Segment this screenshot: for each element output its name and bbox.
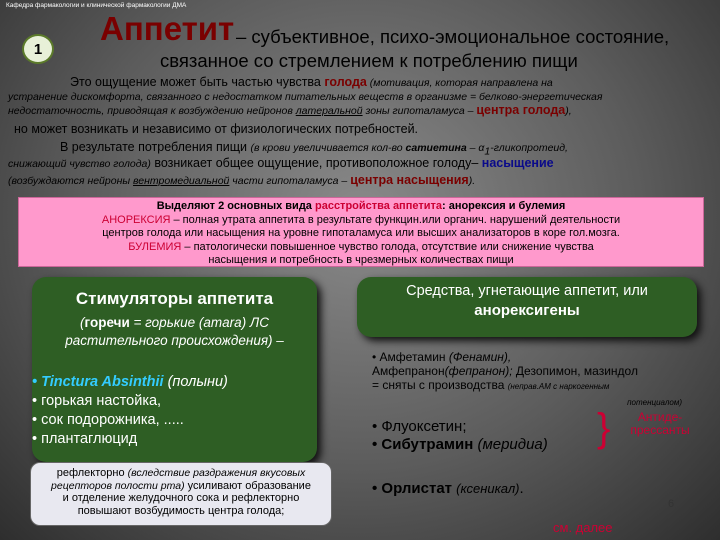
anorexigens-title: анорексигены [474,302,580,319]
intro-line-7: (возбуждаются нейроны вентромедиальной части гипоталамуса – центра насыщения). [8,173,476,187]
title-keyword: Аппетит [100,10,235,47]
title-definition-line1: – субъективное, психо-эмоциональное состояние, [236,26,670,47]
slide-number-badge: 1 [22,34,54,64]
bulimia-definition-cont: насыщения и потребность в чрезмерных количествах пищи [208,254,514,266]
list-item: • горькая настойка, [32,393,162,409]
orlistat-item: • Орлистат (ксеникал). [372,480,524,497]
intro-line-1: Это ощущение может быть частью чувства голода (мотивация, которая направлена на [70,75,553,89]
anorexia-definition-cont: центров голода или насыщения на уровне гипоталамуса или высших анализаторов в коре гол.мозга. [102,227,620,239]
fluoxetine-item: • Флуоксетин; [372,418,467,435]
stimulators-list [32,373,228,449]
intro-line-4: но может возникать и независимо от физиологических потребностей. [14,122,419,136]
bulimia-definition: БУЛЕМИЯ – патологически повышенное чувство голода, отсутствие или снижение чувства [128,240,594,253]
list-item: • плантаглюцид [32,431,138,447]
see-more-link[interactable]: см. далее [553,520,613,535]
title-definition-line2: связанное со стремлением к потреблению пищи [160,50,578,71]
disorders-heading: Выделяют 2 основных вида расстройства аппетита: анорексия и булемия [156,200,566,212]
sibutramine-item: • Сибутрамин (меридиа) [372,436,548,453]
intro-line-3: недостаточность, приводящая к возбуждению нейронов латеральной зоны гипоталамуса – центра голода), [8,103,572,117]
reflex-mechanism-note: рефлекторно (вследствие раздражения вкусовых рецепторов полости рта) усиливают образование и отделение желудочного сока и рефлекторно повышают возбудимость центра голода; [30,462,332,526]
appetite-stimulators-panel [32,277,317,462]
suppressants-title: Средства, угнетающие аппетит, или [406,283,648,299]
list-item: • сок подорожника, ..... [32,412,184,428]
intro-line-2: устранение дискомфорта, связанного с недостатком питательных веществ в организме = белково-энергетическая [8,91,603,103]
stimulators-title: Стимуляторы аппетита [75,289,274,308]
appetite-suppressants-panel [357,277,697,337]
list-item: • Tinctura Absinthii (полыни) [32,374,228,390]
page-number: 6 [668,498,675,510]
antidepressants-label: Антиде- прессанты [630,410,690,437]
curly-brace-icon: } [597,406,611,450]
intro-line-6: снижающий чувство голода) возникает общее ощущение, противоположное голоду– насыщение [8,156,554,170]
amphetamine-item: • Амфетамин (Фенамин), Амфепранон(фепранон); Дезопимон, мазиндол = сняты с производства (неправ.АМ с наркогенным потенциалом) [372,350,682,407]
department-header: Кафедра фармакологии и клинической фармакологии ДМА [6,2,187,9]
stimulators-subtitle: (горечи = горькие (amara) ЛС растительного происхождения) – [65,315,284,348]
appetite-disorders-box [18,197,704,267]
intro-line-5: В результате потребления пищи (в крови увеличивается кол-во сатиетина – $\alpha_1$-гликопротеид, [60,140,568,158]
antidepressant-items [372,418,548,454]
anorexia-definition: АНОРЕКСИЯ – полная утрата аппетита в результате функцин.или органич. нарушений деятельности [101,213,621,226]
